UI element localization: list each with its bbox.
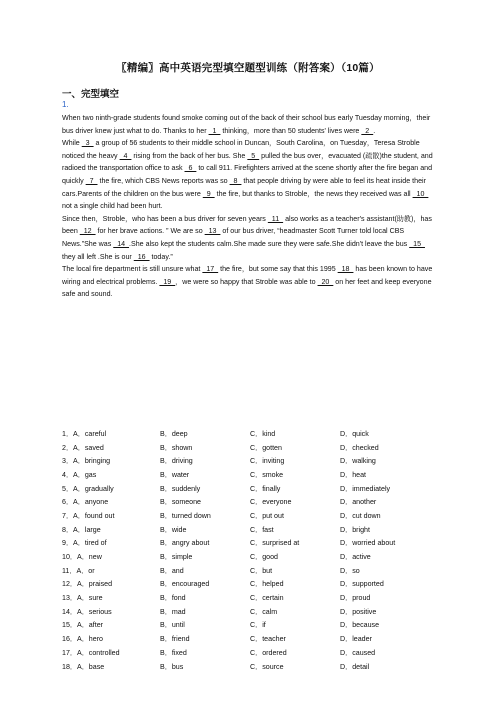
option-choice: C．certain bbox=[250, 594, 284, 603]
option-choice: C．fast bbox=[250, 525, 274, 534]
passage-paragraph bbox=[62, 213, 440, 263]
option-choice: B．suddenly bbox=[160, 484, 201, 493]
option-choice: B．fond bbox=[160, 594, 186, 603]
option-row bbox=[62, 454, 442, 468]
passage-text: When two ninth-grade students found smoke coming out of the back of their school bus early Tuesday morning，their bus driver knew just what to do. Thanks to her bbox=[62, 114, 431, 135]
blank-number: 18 bbox=[337, 265, 354, 274]
option-row bbox=[62, 564, 442, 578]
option-choice: C．teacher bbox=[250, 635, 286, 644]
blank-number: 3 bbox=[81, 139, 94, 148]
option-choice: C．finally bbox=[250, 484, 281, 493]
option-choice: B．turned down bbox=[160, 511, 211, 520]
document-title: 〖精编〗高中英语完型填空题型训练（附答案）（10篇） bbox=[116, 62, 380, 74]
option-choice: B．simple bbox=[160, 553, 193, 562]
passage-text: also works as a teacher's assistant(助教)，has been bbox=[62, 214, 432, 236]
section-heading: 一、完型填空 bbox=[62, 89, 120, 100]
option-choice: D．positive bbox=[340, 607, 377, 616]
option-choice: C．source bbox=[250, 662, 284, 671]
blank-number: 4 bbox=[119, 151, 132, 160]
option-choice: D．because bbox=[340, 621, 380, 630]
option-choice: D．detail bbox=[340, 662, 370, 671]
option-choice: 10．A．new bbox=[62, 553, 102, 562]
option-row bbox=[62, 468, 442, 482]
option-choice: D．quick bbox=[340, 429, 369, 438]
option-choice: 14．A．serious bbox=[62, 607, 112, 616]
option-choice: 1．A．careful bbox=[62, 429, 107, 438]
option-choice: 5．A．gradually bbox=[62, 484, 114, 493]
passage-paragraph bbox=[62, 263, 440, 301]
option-choice: C．if bbox=[250, 621, 266, 630]
option-choice: 6．A．anyone bbox=[62, 498, 109, 507]
option-choice: D．checked bbox=[340, 443, 379, 452]
option-choice: B．fixed bbox=[160, 648, 187, 657]
option-choice: C．kind bbox=[250, 429, 276, 438]
option-choice: D．caused bbox=[340, 648, 376, 657]
option-row bbox=[62, 646, 442, 660]
option-choice: B．shown bbox=[160, 443, 193, 452]
passage-text: The local fire department is still unsure what bbox=[62, 265, 203, 274]
option-choice: 12．A．praised bbox=[62, 580, 113, 589]
passage-text: has been known to have wiring and electrical problems. bbox=[62, 265, 433, 286]
option-choice: B．and bbox=[160, 566, 184, 575]
option-choice: 8．A．large bbox=[62, 525, 101, 534]
option-row bbox=[62, 441, 442, 455]
passage-text: to call 911. Firefighters arrived at the scene shortly after the fire began and quickly bbox=[62, 164, 433, 185]
passage-paragraph bbox=[62, 112, 440, 137]
option-row bbox=[62, 660, 442, 674]
passage-text: the fire, which CBS News reports was so bbox=[97, 176, 230, 185]
option-choice: B．someone bbox=[160, 498, 202, 507]
option-choice: C．calm bbox=[250, 607, 278, 616]
option-choice: 2．A．saved bbox=[62, 443, 104, 452]
option-choice: D．so bbox=[340, 566, 360, 575]
blank-number: 13 bbox=[204, 227, 221, 236]
blank-number: 15 bbox=[409, 239, 425, 248]
blank-number: 5 bbox=[247, 151, 260, 160]
blank-number: 11 bbox=[267, 214, 284, 223]
option-choice: B．until bbox=[160, 621, 185, 630]
option-choice: C．inviting bbox=[250, 457, 285, 466]
blank-number: 2 bbox=[361, 126, 374, 135]
option-choice: 17．A．controlled bbox=[62, 648, 120, 657]
blank-number: 12 bbox=[79, 227, 96, 236]
passage-text: the fire，but some say that this 1995 bbox=[218, 265, 338, 274]
blank-number: 1 bbox=[208, 126, 221, 135]
blank-number: 7 bbox=[85, 176, 98, 185]
options-list bbox=[62, 427, 442, 673]
option-choice: C．gotten bbox=[250, 443, 282, 452]
option-row bbox=[62, 591, 442, 605]
cloze-passage bbox=[62, 112, 440, 301]
blank-number: 19 bbox=[159, 277, 176, 286]
option-choice: C．ordered bbox=[250, 648, 287, 657]
option-choice: C．but bbox=[250, 566, 273, 575]
option-row bbox=[62, 495, 442, 509]
option-choice: D．cut down bbox=[340, 511, 381, 520]
option-choice: B．friend bbox=[160, 635, 190, 644]
passage-text: pulled the bus over，evacuated (疏散)the student, and radioed the transportation office to ask bbox=[62, 151, 433, 173]
option-choice: 7．A．found out bbox=[62, 511, 115, 520]
blank-number: 14 bbox=[113, 239, 130, 248]
option-row bbox=[62, 550, 442, 564]
passage-text: a group of 56 students to their middle school in Duncan，South Carolina，on Tuesday，Teresa Stroble noticed the heavy bbox=[62, 139, 420, 160]
passage-paragraph bbox=[62, 137, 440, 213]
option-choice: B．angry about bbox=[160, 539, 210, 548]
option-choice: 11．A．or bbox=[62, 566, 95, 575]
passage-text: rising from the back of her bus. She bbox=[131, 151, 248, 160]
option-choice: D．worried about bbox=[340, 539, 396, 548]
option-choice: 3．A．bringing bbox=[62, 457, 111, 466]
option-choice: B．mad bbox=[160, 607, 186, 616]
option-choice: B．wide bbox=[160, 525, 187, 534]
option-choice: D．immediately bbox=[340, 484, 391, 493]
passage-text: the fire, but thanks to Stroble，the news they received was all bbox=[214, 189, 413, 198]
option-choice: D．another bbox=[340, 498, 377, 507]
blank-number: 8 bbox=[229, 176, 242, 185]
passage-text: While bbox=[62, 139, 82, 148]
passage-text: . bbox=[373, 126, 376, 135]
option-choice: C．good bbox=[250, 553, 278, 562]
option-choice: 9．A．tired of bbox=[62, 539, 107, 548]
passage-text: that people driving by were able to feel its heat inside their cars.Parents of the children on the bus were bbox=[62, 176, 426, 198]
passage-text: on her feet and keep everyone safe and sound. bbox=[62, 277, 432, 299]
option-choice: 13．A．sure bbox=[62, 594, 103, 603]
option-row bbox=[62, 578, 442, 592]
blank-number: 16 bbox=[133, 252, 150, 261]
option-row bbox=[62, 523, 442, 537]
option-choice: D．heat bbox=[340, 470, 367, 479]
option-choice: D．bright bbox=[340, 525, 370, 534]
option-choice: C．everyone bbox=[250, 498, 292, 507]
passage-text: thinking，more than 50 students' lives were bbox=[220, 126, 362, 135]
passage-text: today.” bbox=[149, 252, 173, 261]
option-row bbox=[62, 605, 442, 619]
option-choice: D．walking bbox=[340, 457, 376, 466]
passage-text: Since then，Stroble，who has been a bus driver for seven years bbox=[62, 214, 268, 223]
passage-text: for her brave actions. ” We are so bbox=[95, 227, 205, 236]
option-choice: C．surprised at bbox=[250, 539, 300, 548]
question-number: 1. bbox=[62, 100, 69, 109]
passage-text: of our bus driver, “headmaster Scott Turner told local CBS News.”She was bbox=[62, 227, 405, 248]
option-choice: C．put out bbox=[250, 511, 284, 520]
option-choice: B．water bbox=[160, 470, 190, 479]
option-choice: C．helped bbox=[250, 580, 284, 589]
passage-text: they all left .She is our bbox=[62, 252, 134, 261]
option-choice: B．deep bbox=[160, 429, 188, 438]
option-choice: D．proud bbox=[340, 594, 371, 603]
blank-number: 9 bbox=[202, 189, 215, 198]
blank-number: 20 bbox=[317, 277, 334, 286]
blank-number: 6 bbox=[184, 164, 197, 173]
option-choice: B．encouraged bbox=[160, 580, 210, 589]
option-choice: 18．A．base bbox=[62, 662, 105, 671]
option-choice: D．active bbox=[340, 553, 371, 562]
option-row bbox=[62, 427, 442, 441]
option-row bbox=[62, 482, 442, 496]
option-row bbox=[62, 509, 442, 523]
option-choice: C．smoke bbox=[250, 470, 284, 479]
option-row bbox=[62, 632, 442, 646]
option-row bbox=[62, 537, 442, 551]
blank-number: 17 bbox=[202, 265, 219, 274]
option-choice: 16．A．hero bbox=[62, 635, 104, 644]
option-choice: 15．A．after bbox=[62, 621, 104, 630]
passage-text: not a single child had been hurt. bbox=[62, 202, 163, 211]
option-choice: D．supported bbox=[340, 580, 384, 589]
option-row bbox=[62, 619, 442, 633]
blank-number: 10 bbox=[412, 189, 429, 198]
passage-text: ，we were so happy that Stroble was able to bbox=[175, 277, 318, 286]
option-choice: B．driving bbox=[160, 457, 193, 466]
option-choice: B．bus bbox=[160, 662, 184, 671]
passage-text: .She also kept the students calm.She made sure they were safe.She didn't leave the bus bbox=[129, 239, 410, 248]
option-choice: 4．A．gas bbox=[62, 470, 97, 479]
option-choice: D．leader bbox=[340, 635, 372, 644]
